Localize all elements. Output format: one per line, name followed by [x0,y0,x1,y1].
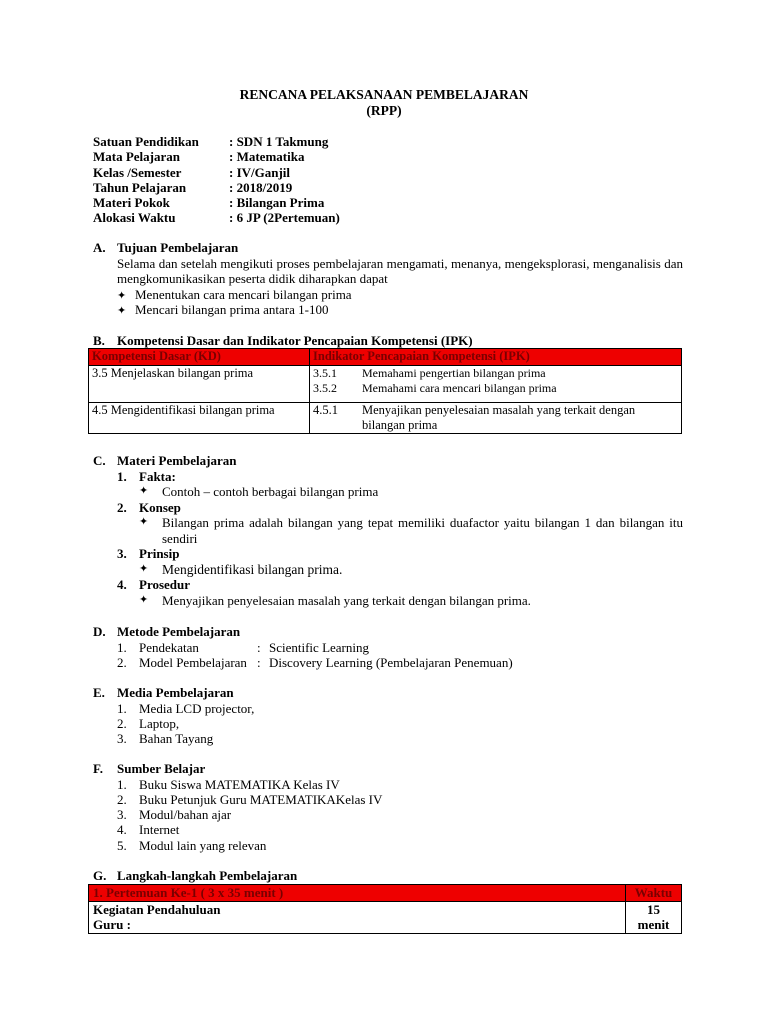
activity-cell [89,901,626,933]
ipk-text: Menyajikan penyelesaian masalah yang terkait dengan bilangan prima [362,403,636,432]
list-item-text: Contoh – contoh berbagai bilangan prima [162,484,379,499]
section-title: Metode Pembelajaran [117,624,241,639]
list-item [117,716,683,731]
list-item-text: Internet [139,822,180,838]
section-title: Materi Pembelajaran [117,453,237,468]
section-title: Tujuan Pembelajaran [117,240,239,255]
item-number: 2. [117,499,127,515]
list-item: 1. Pendekatan : Scientific Learning [117,639,369,655]
star-bullet-icon: ✦ [117,289,127,302]
list-item-text: Buku Petunjuk Guru MATEMATIKAKelas IV [139,791,383,807]
list-item-text: Modul/bahan ajar [139,807,232,823]
identity-key: Mata Pelajaran [93,149,181,165]
list-item-text: Mengidentifikasi bilangan prima. [162,561,343,577]
item-number: 2. [117,715,127,731]
subsection-heading [117,577,683,593]
section-heading [93,333,683,349]
list-item-text: Media LCD projector, [139,700,255,716]
ipk-item [313,403,678,433]
identity-value: : 2018/2019 [229,179,293,195]
column-header-ipk: Indikator Pencapaian Kompetensi (IPK) [310,349,682,366]
column-header-kd: Kompetensi Dasar (KD) [89,349,310,366]
section-heading [93,453,683,469]
list-item [117,302,683,318]
kd-cell: 3.5 Menjelaskan bilangan prima [89,366,310,403]
identity-row [93,134,340,149]
table-row [89,366,682,403]
subsection-heading [117,469,683,485]
ipk-item [313,381,678,396]
list-item [117,701,683,716]
item-number: 5. [117,837,127,853]
langkah-table [88,884,682,934]
identity-row [93,149,340,164]
section-kompetensi [93,333,683,349]
section-title: Kompetensi Dasar dan Indikator Pencapaian Kompetensi (IPK) [117,333,473,348]
item-number: 3. [117,546,127,561]
section-letter: G. [93,868,107,883]
identity-value: : 6 JP (2Pertemuan) [229,210,340,226]
ipk-code: 4.5.1 [313,403,338,417]
identity-key: Alokasi Waktu [93,210,176,226]
list-item-text: Modul lain yang relevan [139,837,267,853]
section-heading [93,685,683,701]
list-item-text: Mencari bilangan prima antara 1-100 [135,302,329,317]
subsection-heading [117,500,683,516]
ipk-item [313,366,678,381]
list-item-text: Menentukan cara mencari bilangan prima [135,286,352,302]
section-materi [93,453,683,608]
section-sumber [93,761,683,853]
list-item-text: Menyajikan penyelesaian masalah yang terkait dengan bilangan prima. [162,592,531,608]
item-number: 1. [117,700,127,716]
time-cell [626,901,682,933]
time-value: 15 [647,901,660,917]
section-heading [93,761,683,777]
column-header-waktu: Waktu [626,885,682,902]
kd-cell: 4.5 Mengidentifikasi bilangan prima [89,403,310,434]
ipk-text: Memahami cara mencari bilangan prima [362,381,557,395]
subsection-title: Prinsip [139,546,180,561]
identity-value: : Matematika [229,149,305,165]
list-item [117,807,683,822]
section-paragraph: Selama dan setelah mengikuti proses pembelajaran mengamati, menanya, mengeksplorasi, menganalisis dan mengkomunikasikan peserta didik diharapkan dapat [117,255,683,286]
list-item [117,792,683,807]
method-key: Pendekatan [139,639,199,655]
list-item-text: Bahan Tayang [139,731,214,747]
ipk-cell [310,366,682,403]
list-item [117,731,683,746]
method-value: Discovery Learning (Pembelajaran Penemuan) [269,654,513,670]
item-number: 1. [117,639,127,655]
method-key: Model Pembelajaran [139,654,247,670]
table-header-row [89,349,682,366]
star-bullet-icon: ✦ [139,593,149,606]
identity-key: Tahun Pelajaran [93,179,187,195]
item-number: 4. [117,822,127,838]
list-item-text: Bilangan prima adalah bilangan yang tepat memiliki duafactor yaitu bilangan 1 dan bilangan itu sendiri [162,515,683,546]
subsection-heading [117,546,683,562]
identity-key: Materi Pokok [93,195,170,211]
identity-row [93,165,340,180]
column-header-pertemuan: 1. Pertemuan Ke-1 ( 3 x 35 menit ) [89,885,626,902]
item-number: 2. [117,791,127,807]
ipk-text: Memahami pengertian bilangan prima [362,366,546,380]
list-item [117,838,683,853]
list-item [117,287,683,303]
star-bullet-icon: ✦ [139,516,149,528]
list-item [139,515,683,546]
identity-value: : Bilangan Prima [229,195,325,211]
star-bullet-icon: ✦ [139,485,149,497]
list-item [139,484,683,500]
section-letter: A. [93,240,106,255]
list-item-text: Laptop, [139,715,180,731]
subsection-title: Fakta: [139,468,176,484]
list-item [139,562,683,578]
identity-block [93,134,340,226]
section-heading [93,868,683,884]
ipk-cell [310,403,682,434]
activity-actor: Guru : [93,917,131,932]
ipk-code: 3.5.1 [313,366,337,380]
list-item [139,593,683,609]
section-title: Langkah-langkah Pembelajaran [117,868,298,883]
list-item: 2. Model Pembelajaran : Discovery Learning (Pembelajaran Penemuan) [117,654,513,670]
item-number: 3. [117,731,127,747]
section-title: Sumber Belajar [117,761,206,776]
time-unit: menit [637,917,670,932]
document-title: RENCANA PELAKSANAAN PEMBELAJARAN [239,87,529,102]
identity-value: : IV/Ganjil [229,164,291,180]
section-title: Media Pembelajaran [117,685,234,700]
section-letter: C. [93,453,106,468]
section-tujuan [93,240,683,318]
item-number: 4. [117,577,127,592]
identity-row [93,180,340,195]
identity-row [93,210,340,225]
item-number: 1. [117,468,127,484]
table-row [89,901,682,933]
subsection-title: Prosedur [139,577,191,592]
section-media [93,685,683,746]
item-number: 1. [117,776,127,792]
section-langkah [93,868,683,884]
item-number: 3. [117,807,127,823]
section-letter: E. [93,685,105,700]
section-letter: F. [93,761,103,776]
section-heading [93,624,683,640]
table-row [89,403,682,434]
section-metode [93,624,683,670]
identity-value: : SDN 1 Takmung [229,134,329,149]
identity-key: Satuan Pendidikan [93,134,199,149]
section-letter: B. [93,333,105,348]
subsection-title: Konsep [139,499,181,515]
identity-key: Kelas /Semester [93,164,182,180]
section-heading [93,240,683,256]
document-subtitle: (RPP) [366,103,402,118]
list-item [117,822,683,837]
section-letter: D. [93,624,106,639]
identity-row [93,195,340,210]
kd-ipk-table [88,348,682,434]
star-bullet-icon: ✦ [117,305,127,317]
method-value: Scientific Learning [269,639,369,655]
table-header-row [89,885,682,902]
star-bullet-icon: ✦ [139,562,149,575]
list-item-text: Buku Siswa MATEMATIKA Kelas IV [139,776,340,792]
list-item [117,777,683,792]
item-number: 2. [117,654,127,670]
activity-title: Kegiatan Pendahuluan [93,901,221,917]
ipk-code: 3.5.2 [313,381,337,395]
